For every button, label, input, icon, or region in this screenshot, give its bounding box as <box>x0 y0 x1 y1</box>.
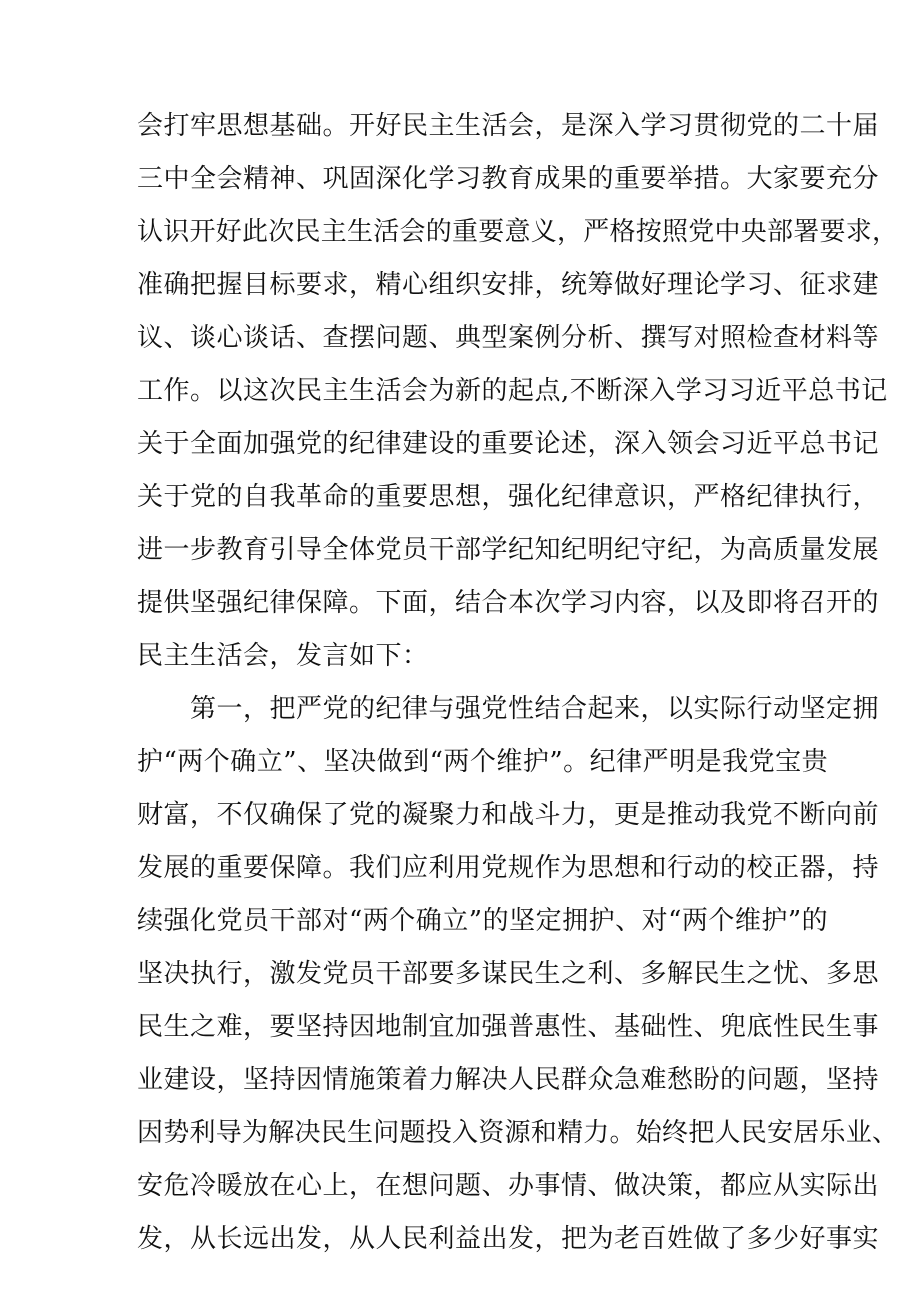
text-line: 发，从长远出发，从人民利益出发，把为老百姓做了多少好事实 <box>137 1224 880 1254</box>
text-line: 安危冷暖放在心上，在想问题、办事情、做决策，都应从实际出 <box>137 1171 880 1201</box>
text-line: 关于党的自我革命的重要思想，强化纪律意识，严格纪律执行， <box>137 482 880 512</box>
text-line: 认识开好此次民主生活会的重要意义，严格按照党中央部署要求， <box>137 217 899 247</box>
text-line: 三中全会精神、巩固深化学习教育成果的重要举措。大家要充分 <box>137 164 880 194</box>
text-line: 因势利导为解决民生问题投入资源和精力。始终把人民安居乐业、 <box>137 1118 899 1148</box>
text-line: 提供坚强纪律保障。下面，结合本次学习内容，以及即将召开的 <box>137 588 880 618</box>
text-line: 会打牢思想基础。开好民主生活会，是深入学习贯彻党的二十届 <box>137 111 880 141</box>
text-line: 工作。以这次民主生活会为新的起点,不断深入学习习近平总书记 <box>137 376 888 406</box>
text-line: 民主生活会，发言如下： <box>137 641 429 671</box>
text-line: 关于全面加强党的纪律建设的重要论述，深入领会习近平总书记 <box>137 429 880 459</box>
text-line: 坚决执行，激发党员干部要多谋民生之利、多解民生之忧、多思 <box>137 959 880 989</box>
text-line: 准确把握目标要求，精心组织安排，统筹做好理论学习、征求建 <box>137 270 880 300</box>
text-line: 续强化党员干部对“两个确立”的坚定拥护、对“两个维护”的 <box>137 906 829 936</box>
paragraph-start-line: 第一，把严党的纪律与强党性结合起来，以实际行动坚定拥 <box>190 694 880 724</box>
text-line: 财富，不仅确保了党的凝聚力和战斗力，更是推动我党不断向前 <box>137 800 880 830</box>
text-line: 业建设，坚持因情施策着力解决人民群众急难愁盼的问题，坚持 <box>137 1065 880 1095</box>
text-line: 进一步教育引导全体党员干部学纪知纪明纪守纪，为高质量发展 <box>137 535 880 565</box>
text-line: 发展的重要保障。我们应利用党规作为思想和行动的校正器，持 <box>137 853 880 883</box>
text-line: 护“两个确立”、坚决做到“两个维护”。纪律严明是我党宝贵 <box>137 747 829 777</box>
text-line: 民生之难，要坚持因地制宜加强普惠性、基础性、兜底性民生事 <box>137 1012 880 1042</box>
text-line: 议、谈心谈话、查摆问题、典型案例分析、撰写对照检查材料等 <box>137 323 880 353</box>
